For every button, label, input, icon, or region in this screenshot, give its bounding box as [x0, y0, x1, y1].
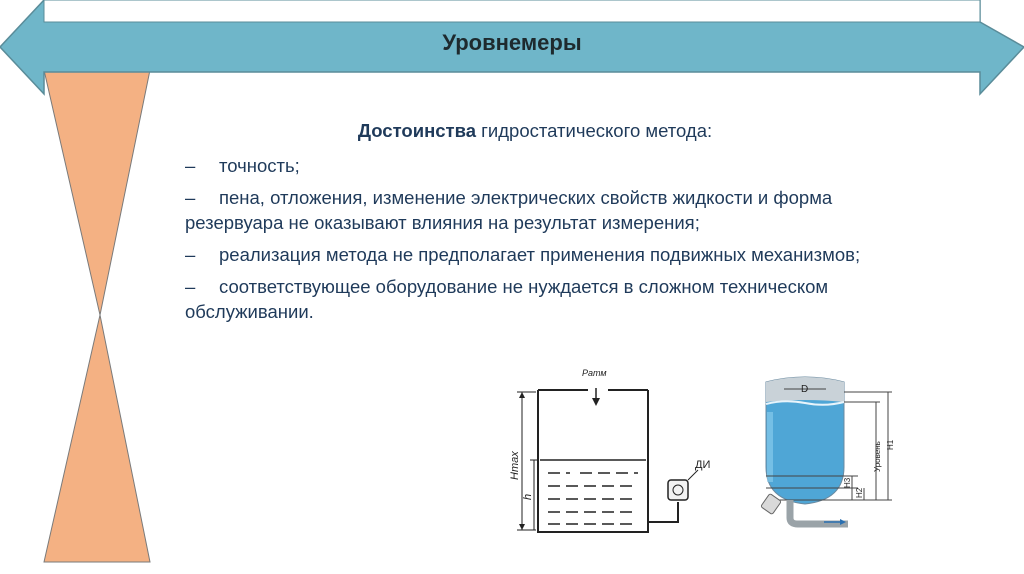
- list-dash: –: [185, 276, 196, 297]
- h-label: h: [522, 493, 534, 500]
- pressure-sensor: [668, 480, 688, 500]
- vessel-level-diagram: [740, 372, 900, 532]
- list-item-text: точность;: [219, 155, 300, 176]
- list-item: [185, 185, 885, 235]
- advantages-block: [185, 118, 885, 331]
- banner-top-band: [44, 0, 980, 22]
- list-item: [185, 153, 885, 178]
- list-item-text: реализация метода не предполагает применения подвижных механизмов;: [219, 244, 861, 265]
- slide-title: Уровнемеры: [442, 30, 582, 55]
- heading-rest: гидростатического метода:: [476, 120, 713, 141]
- h2-label: H2: [855, 487, 864, 498]
- list-dash: –: [185, 155, 196, 176]
- list-item: [185, 274, 885, 324]
- heading-bold: Достоинства: [357, 120, 477, 141]
- hmax-label: Hmax: [509, 451, 521, 480]
- list-item-text: пена, отложения, изменение электрических свойств жидкости и форма резервуара не оказывают влияния на результат измерения;: [185, 187, 833, 233]
- advantages-heading: [185, 118, 885, 143]
- list-dash: –: [185, 244, 196, 265]
- level-transmitter: [761, 493, 782, 514]
- diameter-label: D: [801, 384, 809, 395]
- h3-label: H3: [843, 477, 852, 488]
- p-atm-label: Pатм: [582, 368, 607, 378]
- level-label: Уровень: [873, 441, 882, 472]
- hydrostatic-tank-diagram: [508, 362, 728, 547]
- hourglass-shape: [44, 70, 150, 562]
- list-item-text: соответствующее оборудование не нуждается в сложном техническом обслуживании.: [185, 276, 829, 322]
- list-dash: –: [185, 187, 196, 208]
- h1-label: H1: [886, 439, 895, 450]
- sensor-label: ДИ: [695, 459, 711, 471]
- list-item: [185, 242, 885, 267]
